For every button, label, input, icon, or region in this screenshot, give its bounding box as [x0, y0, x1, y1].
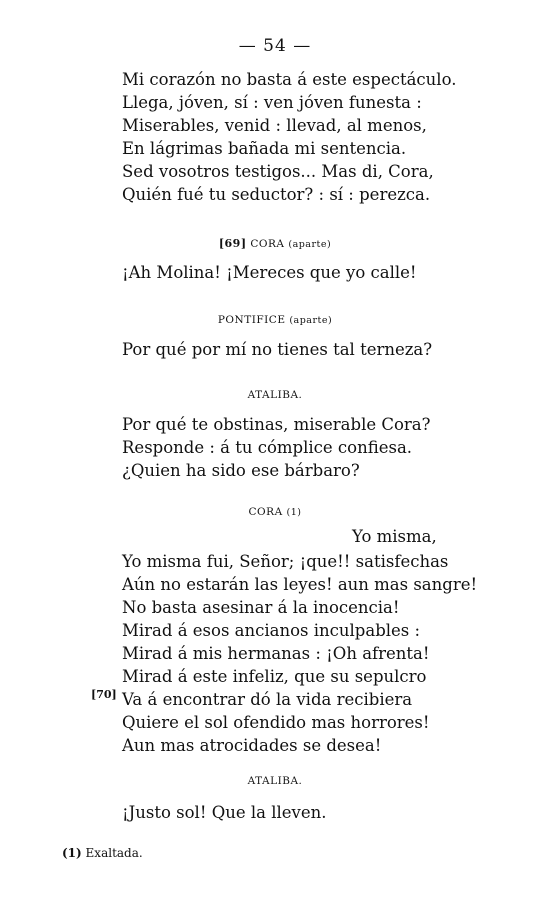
verse-line: Miserables, venid : llevad, al menos,: [122, 116, 427, 135]
verse-line: ¡Ah Molina! ¡Mereces que yo calle!: [122, 263, 417, 282]
verse-line: Yo misma fui, Señor; ¡que!! satisfechas: [122, 552, 449, 571]
footnote-label: (1): [62, 846, 82, 860]
verse-line: Llega, jóven, sí : ven jóven funesta :: [122, 93, 422, 112]
verse-line: No basta asesinar á la inocencia!: [122, 598, 400, 617]
margin-number: [70]: [91, 688, 117, 701]
verse-line: Por qué te obstinas, miserable Cora?: [122, 415, 431, 434]
verse-line: Sed vosotros testigos... Mas di, Cora,: [122, 162, 434, 181]
verse-line-indented: Yo misma,: [352, 527, 437, 546]
speaker-ataliba-2: [0, 775, 550, 787]
verse-line: Quién fué tu seductor? : sí : perezca.: [122, 185, 431, 204]
verse-line: Mirad á este infeliz, que su sepulcro: [122, 667, 427, 686]
speaker-name: CORA: [248, 506, 283, 518]
speaker-ataliba-1: [0, 389, 550, 401]
verse-block-4: [122, 550, 477, 757]
verse-block-1: [122, 68, 456, 206]
verse-line: En lágrimas bañada mi sentencia.: [122, 139, 407, 158]
verse-line: Mirad á mis hermanas : ¡Oh afrenta!: [122, 644, 430, 663]
footnote-text: Exaltada.: [85, 846, 143, 860]
speaker-name: PONTIFICE: [217, 314, 286, 326]
speaker-cora-1: [0, 237, 550, 250]
marginal-number: [69]: [218, 237, 247, 250]
verse-line: Por qué por mí no tienes tal terneza?: [122, 340, 433, 359]
verse-line: Aún no estarán las leyes! aun mas sangre!: [122, 575, 478, 594]
speaker-cora-2: [0, 506, 550, 518]
verse-line: ¿Quien ha sido ese bárbaro?: [122, 461, 360, 480]
speaker-name: CORA: [250, 238, 285, 250]
verse-line: Aun mas atrocidades se desea!: [122, 736, 382, 755]
verse-line: ¡Justo sol! Que la lleven.: [122, 803, 327, 822]
page-number: — 54 —: [238, 36, 312, 56]
stage-direction: (aparte): [289, 315, 333, 326]
speaker-pontifice: [0, 314, 550, 326]
footnote: [62, 846, 143, 860]
footnote-marker: (1): [286, 507, 302, 518]
stage-direction: (aparte): [288, 239, 332, 250]
verse-line: Responde : á tu cómplice confiesa.: [122, 438, 413, 457]
verse-line: Mi corazón no basta á este espectáculo.: [122, 70, 457, 89]
verse-line: Va á encontrar dó la vida recibiera: [122, 690, 413, 709]
verse-block-3: [122, 413, 431, 482]
verse-line: Quiere el sol ofendido mas horrores!: [122, 713, 430, 732]
verse-line: Mirad á esos ancianos inculpables :: [122, 621, 421, 640]
speaker-name: ATALIBA.: [247, 775, 303, 787]
speaker-name: ATALIBA.: [247, 389, 303, 401]
